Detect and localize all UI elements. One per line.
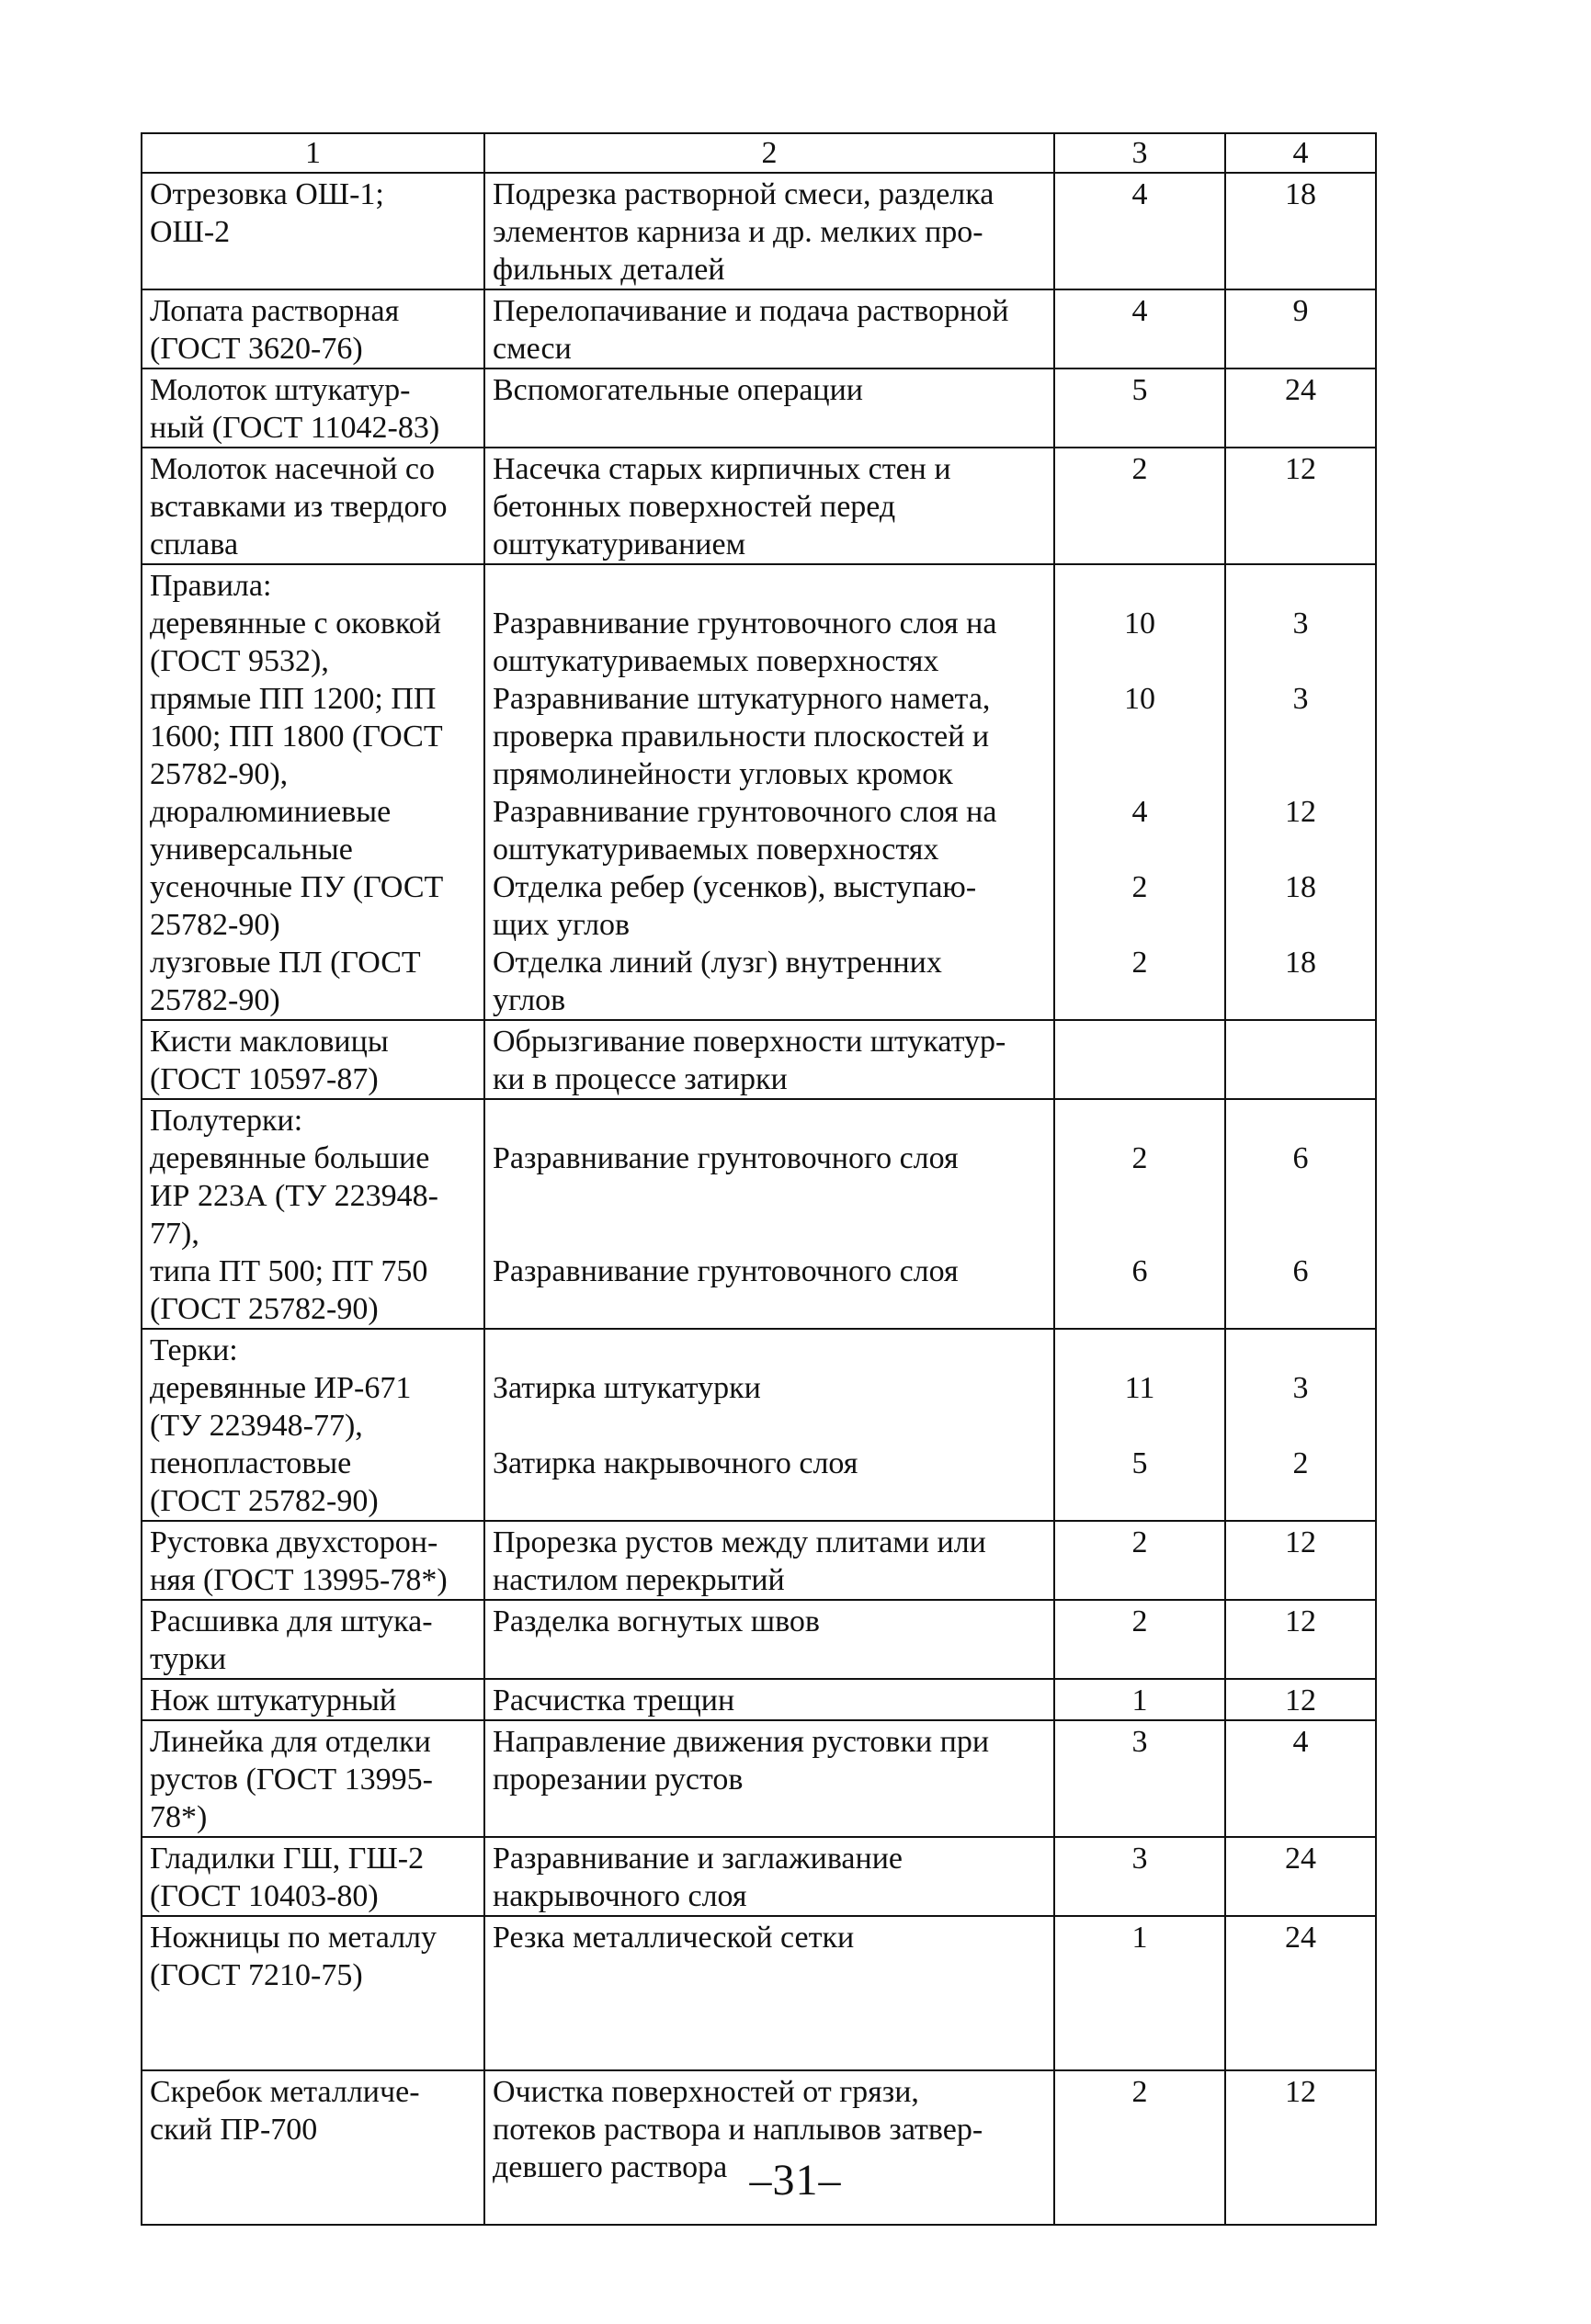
service-life-cell — [1225, 1837, 1376, 1916]
purpose-cell — [484, 1020, 1054, 1099]
cell-line: оштукатуриваемых поверхностях — [493, 644, 939, 678]
cell-line — [1233, 755, 1368, 793]
column-header-2: 2 — [484, 133, 1054, 173]
cell-line — [1233, 1798, 1368, 1836]
cell-line: 6 — [1292, 1141, 1309, 1175]
cell-line: няя (ГОСТ 13995-78*) — [150, 1563, 448, 1597]
cell-line: 4 — [1131, 795, 1148, 829]
cell-line — [1233, 1407, 1368, 1445]
cell-line: Затирка штукатурки — [493, 1371, 761, 1405]
cell-line: Молоток насечной со — [150, 452, 436, 486]
tool-name-cell — [142, 1020, 484, 1099]
cell-line: 3 — [1292, 607, 1309, 641]
cell-line — [1063, 906, 1217, 944]
tool-name-cell — [142, 1679, 484, 1720]
cell-line — [1063, 1482, 1217, 1520]
cell-line — [1233, 1215, 1368, 1253]
cell-line: (ГОСТ 10597-87) — [150, 1062, 379, 1096]
table-row — [142, 368, 1376, 448]
cell-line: дюралюминиевые — [150, 795, 392, 829]
cell-line: 11 — [1124, 1371, 1155, 1405]
cell-line: потеков раствора и наплывов затвер- — [493, 2113, 983, 2147]
cell-line: Подрезка растворной смеси, разделка — [493, 177, 994, 211]
purpose-cell — [484, 1521, 1054, 1600]
cell-line — [493, 1407, 1046, 1445]
cell-line — [1233, 1177, 1368, 1215]
cell-line — [1063, 1994, 1217, 2032]
table-row — [142, 1720, 1376, 1837]
table-row — [142, 1329, 1376, 1521]
cell-line — [1233, 1956, 1368, 1994]
tool-name-cell — [142, 289, 484, 368]
cell-line — [493, 1215, 1046, 1253]
cell-line — [1063, 1877, 1217, 1915]
table-row — [142, 564, 1376, 1020]
cell-line: 6 — [1131, 1254, 1148, 1288]
tool-name-cell — [142, 448, 484, 564]
cell-line: 2 — [1131, 1525, 1148, 1559]
cell-line: Полутерки: — [150, 1104, 303, 1138]
quantity-cell — [1054, 1600, 1225, 1679]
cell-line: 2 — [1131, 452, 1148, 486]
cell-line: Направление движения рустовки при — [493, 1725, 990, 1759]
tool-name-cell — [142, 1521, 484, 1600]
cell-line: (ГОСТ 25782-90) — [150, 1484, 379, 1518]
cell-line: Отделка линий (лузг) внутренних — [493, 946, 942, 980]
service-life-cell — [1225, 1099, 1376, 1329]
cell-line — [1063, 1023, 1217, 1060]
cell-line: (ТУ 223948-77), — [150, 1409, 363, 1443]
table-row — [142, 448, 1376, 564]
table-row — [142, 289, 1376, 368]
service-life-cell — [1225, 1020, 1376, 1099]
purpose-cell — [484, 1916, 1054, 2070]
quantity-cell — [1054, 448, 1225, 564]
cell-line: оштукатуриваемых поверхностях — [493, 833, 939, 867]
cell-line — [1063, 1177, 1217, 1215]
tool-name-cell — [142, 368, 484, 448]
cell-line: Разравнивание грунтовочного слоя — [493, 1254, 959, 1288]
cell-line — [1233, 1761, 1368, 1798]
cell-line: 10 — [1124, 607, 1155, 641]
cell-line: 12 — [1285, 452, 1316, 486]
cell-line: 24 — [1285, 1842, 1316, 1876]
cell-line: Терки: — [150, 1333, 238, 1367]
cell-line: Лопата растворная — [150, 294, 400, 328]
cell-line: Разравнивание штукатурного намета, — [493, 682, 991, 716]
cell-line — [1063, 1407, 1217, 1445]
cell-line: проверка правильности плоскостей и — [493, 720, 990, 754]
service-life-cell — [1225, 173, 1376, 289]
cell-line — [493, 1640, 1046, 1678]
purpose-cell — [484, 1679, 1054, 1720]
cell-line: щих углов — [493, 908, 631, 942]
cell-line: рустов (ГОСТ 13995- — [150, 1763, 433, 1797]
quantity-cell — [1054, 1020, 1225, 1099]
cell-line: 2 — [1131, 946, 1148, 980]
cell-line — [493, 1177, 1046, 1215]
purpose-cell — [484, 368, 1054, 448]
cell-line — [1233, 213, 1368, 251]
table-row — [142, 1521, 1376, 1600]
cell-line — [1233, 330, 1368, 368]
cell-line — [493, 2032, 1046, 2069]
quantity-cell — [1054, 1521, 1225, 1600]
quantity-cell — [1054, 173, 1225, 289]
cell-line — [493, 409, 1046, 447]
service-life-cell — [1225, 1521, 1376, 1600]
cell-line — [493, 1290, 1046, 1328]
tool-name-cell — [142, 564, 484, 1020]
cell-line — [1233, 1640, 1368, 1678]
service-life-cell — [1225, 289, 1376, 368]
cell-line: деревянные ИР-671 — [150, 1371, 412, 1405]
service-life-cell — [1225, 1329, 1376, 1521]
purpose-cell — [484, 1099, 1054, 1329]
cell-line: 2 — [1131, 1604, 1148, 1638]
cell-line: вставками из твердого — [150, 490, 448, 524]
cell-line — [1233, 1023, 1368, 1060]
table-row — [142, 1837, 1376, 1916]
column-header-3: 3 — [1054, 133, 1225, 173]
cell-line — [1063, 831, 1217, 868]
cell-line: 2 — [1131, 870, 1148, 904]
table-row — [142, 173, 1376, 289]
cell-line: (ГОСТ 25782-90) — [150, 1292, 379, 1326]
cell-line: 1 — [1131, 1683, 1148, 1717]
tool-name-cell — [142, 1916, 484, 2070]
cell-line: ки в процессе затирки — [493, 1062, 788, 1096]
cell-line — [1233, 1482, 1368, 1520]
service-life-cell — [1225, 448, 1376, 564]
cell-line — [150, 251, 476, 289]
cell-line — [493, 1956, 1046, 1994]
cell-line — [1063, 755, 1217, 793]
cell-line: ОШ-2 — [150, 215, 231, 249]
column-header-1: 1 — [142, 133, 484, 173]
cell-line — [1063, 2111, 1217, 2148]
cell-line — [1063, 1761, 1217, 1798]
cell-line — [1233, 1060, 1368, 1098]
purpose-cell — [484, 1329, 1054, 1521]
cell-line: Обрызгивание поверхности штукатур- — [493, 1025, 1006, 1059]
cell-line: Расчистка трещин — [493, 1683, 735, 1717]
cell-line — [1233, 906, 1368, 944]
cell-line: Линейка для отделки — [150, 1725, 431, 1759]
cell-line — [1063, 1798, 1217, 1836]
cell-line: деревянные большие — [150, 1141, 430, 1175]
cell-line: (ГОСТ 7210-75) — [150, 1958, 363, 1992]
purpose-cell — [484, 173, 1054, 289]
cell-line: 5 — [1131, 1446, 1148, 1480]
cell-line: 4 — [1131, 294, 1148, 328]
purpose-cell — [484, 1720, 1054, 1837]
cell-line — [493, 1332, 1046, 1369]
cell-line — [1233, 1561, 1368, 1599]
cell-line — [1233, 718, 1368, 755]
cell-line: Нож штукатурный — [150, 1683, 397, 1717]
cell-line — [1063, 1290, 1217, 1328]
cell-line: 77), — [150, 1217, 199, 1251]
cell-line: Разделка вогнутых швов — [493, 1604, 820, 1638]
service-life-cell — [1225, 368, 1376, 448]
quantity-cell — [1054, 564, 1225, 1020]
cell-line: смеси — [493, 332, 572, 366]
cell-line: ИР 223А (ТУ 223948- — [150, 1179, 439, 1213]
cell-line: 5 — [1131, 373, 1148, 407]
cell-line — [1233, 488, 1368, 526]
cell-line: (ГОСТ 3620-76) — [150, 332, 363, 366]
cell-line: 12 — [1285, 1525, 1316, 1559]
cell-line: 9 — [1292, 294, 1309, 328]
cell-line: Отделка ребер (усенков), выступаю- — [493, 870, 977, 904]
cell-line: Скребок металличе- — [150, 2075, 420, 2109]
quantity-cell — [1054, 1329, 1225, 1521]
service-life-cell — [1225, 1600, 1376, 1679]
table-row — [142, 1020, 1376, 1099]
cell-line: 18 — [1285, 870, 1316, 904]
cell-line: (ГОСТ 9532), — [150, 644, 329, 678]
quantity-cell — [1054, 1720, 1225, 1837]
service-life-cell — [1225, 1916, 1376, 2070]
cell-line — [1063, 1215, 1217, 1253]
cell-line: фильных деталей — [493, 253, 725, 287]
cell-line — [493, 567, 1046, 605]
table-header-row — [142, 133, 1376, 173]
cell-line: 25782-90), — [150, 757, 289, 791]
cell-line: 3 — [1292, 1371, 1309, 1405]
cell-line: (ГОСТ 10403-80) — [150, 1879, 379, 1913]
cell-line — [1063, 330, 1217, 368]
cell-line — [1063, 1561, 1217, 1599]
service-life-cell — [1225, 1720, 1376, 1837]
purpose-cell — [484, 448, 1054, 564]
cell-line: Разравнивание грунтовочного слоя на — [493, 607, 997, 641]
cell-line: Перелопачивание и подача растворной — [493, 294, 1009, 328]
tools-table — [141, 132, 1377, 2226]
cell-line: девшего раствора — [493, 2150, 728, 2184]
cell-line: 10 — [1124, 682, 1155, 716]
cell-line: 2 — [1131, 2075, 1148, 2109]
cell-line — [1233, 2111, 1368, 2148]
cell-line: 6 — [1292, 1254, 1309, 1288]
cell-line — [150, 1994, 476, 2032]
cell-line: Очистка поверхностей от грязи, — [493, 2075, 919, 2109]
cell-line: прямолинейности угловых кромок — [493, 757, 953, 791]
tool-name-cell — [142, 1600, 484, 1679]
cell-line: пенопластовые — [150, 1446, 352, 1480]
cell-line: 25782-90) — [150, 983, 280, 1017]
cell-line: Вспомогательные операции — [493, 373, 864, 407]
purpose-cell — [484, 1600, 1054, 1679]
cell-line — [1063, 2032, 1217, 2069]
cell-line: 12 — [1285, 1683, 1316, 1717]
cell-line: оштукатуриванием — [493, 527, 746, 561]
cell-line: 25782-90) — [150, 908, 280, 942]
cell-line — [1063, 1956, 1217, 1994]
cell-line: 78*) — [150, 1800, 208, 1834]
cell-line: Расшивка для штука- — [150, 1604, 433, 1638]
tool-name-cell — [142, 173, 484, 289]
cell-line: Резка металлической сетки — [493, 1921, 855, 1955]
quantity-cell — [1054, 1099, 1225, 1329]
cell-line — [493, 1102, 1046, 1139]
service-life-cell — [1225, 1679, 1376, 1720]
purpose-cell — [484, 564, 1054, 1020]
table-row — [142, 1916, 1376, 2070]
cell-line: усеночные ПУ (ГОСТ — [150, 870, 444, 904]
cell-line — [150, 2032, 476, 2069]
cell-line: Отрезовка ОШ-1; — [150, 177, 384, 211]
cell-line: накрывочного слоя — [493, 1879, 747, 1913]
cell-line: 4 — [1292, 1725, 1309, 1759]
cell-line — [1233, 2032, 1368, 2069]
cell-line: 4 — [1131, 177, 1148, 211]
cell-line — [1233, 251, 1368, 289]
quantity-cell — [1054, 1837, 1225, 1916]
cell-line: Разравнивание грунтовочного слоя — [493, 1141, 959, 1175]
cell-line — [1063, 642, 1217, 680]
cell-line — [493, 1798, 1046, 1836]
cell-line — [1233, 642, 1368, 680]
cell-line: типа ПТ 500; ПТ 750 — [150, 1254, 428, 1288]
cell-line — [1063, 981, 1217, 1019]
service-life-cell — [1225, 564, 1376, 1020]
cell-line: 2 — [1131, 1141, 1148, 1175]
cell-line: Ножницы по металлу — [150, 1921, 438, 1955]
cell-line — [1233, 1332, 1368, 1369]
cell-line: 24 — [1285, 373, 1316, 407]
cell-line: лузговые ПЛ (ГОСТ — [150, 946, 421, 980]
cell-line: 1600; ПП 1800 (ГОСТ — [150, 720, 443, 754]
cell-line: Прорезка рустов между плитами или — [493, 1525, 986, 1559]
cell-line — [1063, 251, 1217, 289]
cell-line: 12 — [1285, 795, 1316, 829]
table-row — [142, 1099, 1376, 1329]
cell-line — [1233, 1290, 1368, 1328]
quantity-cell — [1054, 368, 1225, 448]
cell-line: сплава — [150, 527, 239, 561]
tool-name-cell — [142, 1099, 484, 1329]
cell-line — [1233, 831, 1368, 868]
cell-line: 18 — [1285, 177, 1316, 211]
cell-line — [1233, 567, 1368, 605]
cell-line: Насечка старых кирпичных стен и — [493, 452, 951, 486]
cell-line — [1233, 526, 1368, 563]
cell-line — [1233, 1102, 1368, 1139]
tool-name-cell — [142, 1329, 484, 1521]
cell-line: элементов карниза и др. мелких про- — [493, 215, 983, 249]
tool-name-cell — [142, 1720, 484, 1837]
cell-line: 2 — [1292, 1446, 1309, 1480]
cell-line: Гладилки ГШ, ГШ-2 — [150, 1842, 425, 1876]
cell-line — [1233, 1877, 1368, 1915]
tool-name-cell — [142, 1837, 484, 1916]
cell-line: Рустовка двухсторон- — [150, 1525, 438, 1559]
cell-line: углов — [493, 983, 566, 1017]
cell-line — [1063, 409, 1217, 447]
cell-line: универсальные — [150, 833, 353, 867]
purpose-cell — [484, 1837, 1054, 1916]
cell-line: Кисти макловицы — [150, 1025, 389, 1059]
cell-line — [1233, 409, 1368, 447]
cell-line: Правила: — [150, 569, 272, 603]
cell-line: ный (ГОСТ 11042-83) — [150, 411, 440, 445]
cell-line: 1 — [1131, 1921, 1148, 1955]
cell-line: ский ПР-700 — [150, 2113, 318, 2147]
cell-line — [1063, 718, 1217, 755]
cell-line: 18 — [1285, 946, 1316, 980]
cell-line — [1233, 981, 1368, 1019]
cell-line: 3 — [1292, 682, 1309, 716]
cell-line: Затирка накрывочного слоя — [493, 1446, 858, 1480]
cell-line: 3 — [1131, 1725, 1148, 1759]
cell-line: 24 — [1285, 1921, 1316, 1955]
cell-line: Молоток штукатур- — [150, 373, 411, 407]
cell-line: деревянные с оковкой — [150, 607, 441, 641]
table-row — [142, 1679, 1376, 1720]
cell-line — [1063, 1102, 1217, 1139]
cell-line: настилом перекрытий — [493, 1563, 785, 1597]
cell-line — [1063, 1640, 1217, 1678]
cell-line — [1063, 213, 1217, 251]
cell-line — [1063, 1060, 1217, 1098]
cell-line — [493, 1482, 1046, 1520]
cell-line — [1063, 526, 1217, 563]
cell-line: 12 — [1285, 1604, 1316, 1638]
table-row — [142, 1600, 1376, 1679]
column-header-4: 4 — [1225, 133, 1376, 173]
quantity-cell — [1054, 289, 1225, 368]
cell-line — [1063, 488, 1217, 526]
quantity-cell — [1054, 1679, 1225, 1720]
cell-line: 3 — [1131, 1842, 1148, 1876]
quantity-cell — [1054, 1916, 1225, 2070]
purpose-cell — [484, 289, 1054, 368]
cell-line: прямые ПП 1200; ПП — [150, 682, 437, 716]
cell-line — [493, 1994, 1046, 2032]
cell-line — [1063, 567, 1217, 605]
cell-line — [1063, 1332, 1217, 1369]
page-number: –31– — [749, 2156, 842, 2205]
cell-line: турки — [150, 1642, 227, 1676]
cell-line: прорезании рустов — [493, 1763, 744, 1797]
cell-line: Разравнивание и заглаживание — [493, 1842, 903, 1876]
cell-line: бетонных поверхностей перед — [493, 490, 896, 524]
cell-line — [1233, 1994, 1368, 2032]
cell-line: 12 — [1285, 2075, 1316, 2109]
cell-line: Разравнивание грунтовочного слоя на — [493, 795, 997, 829]
